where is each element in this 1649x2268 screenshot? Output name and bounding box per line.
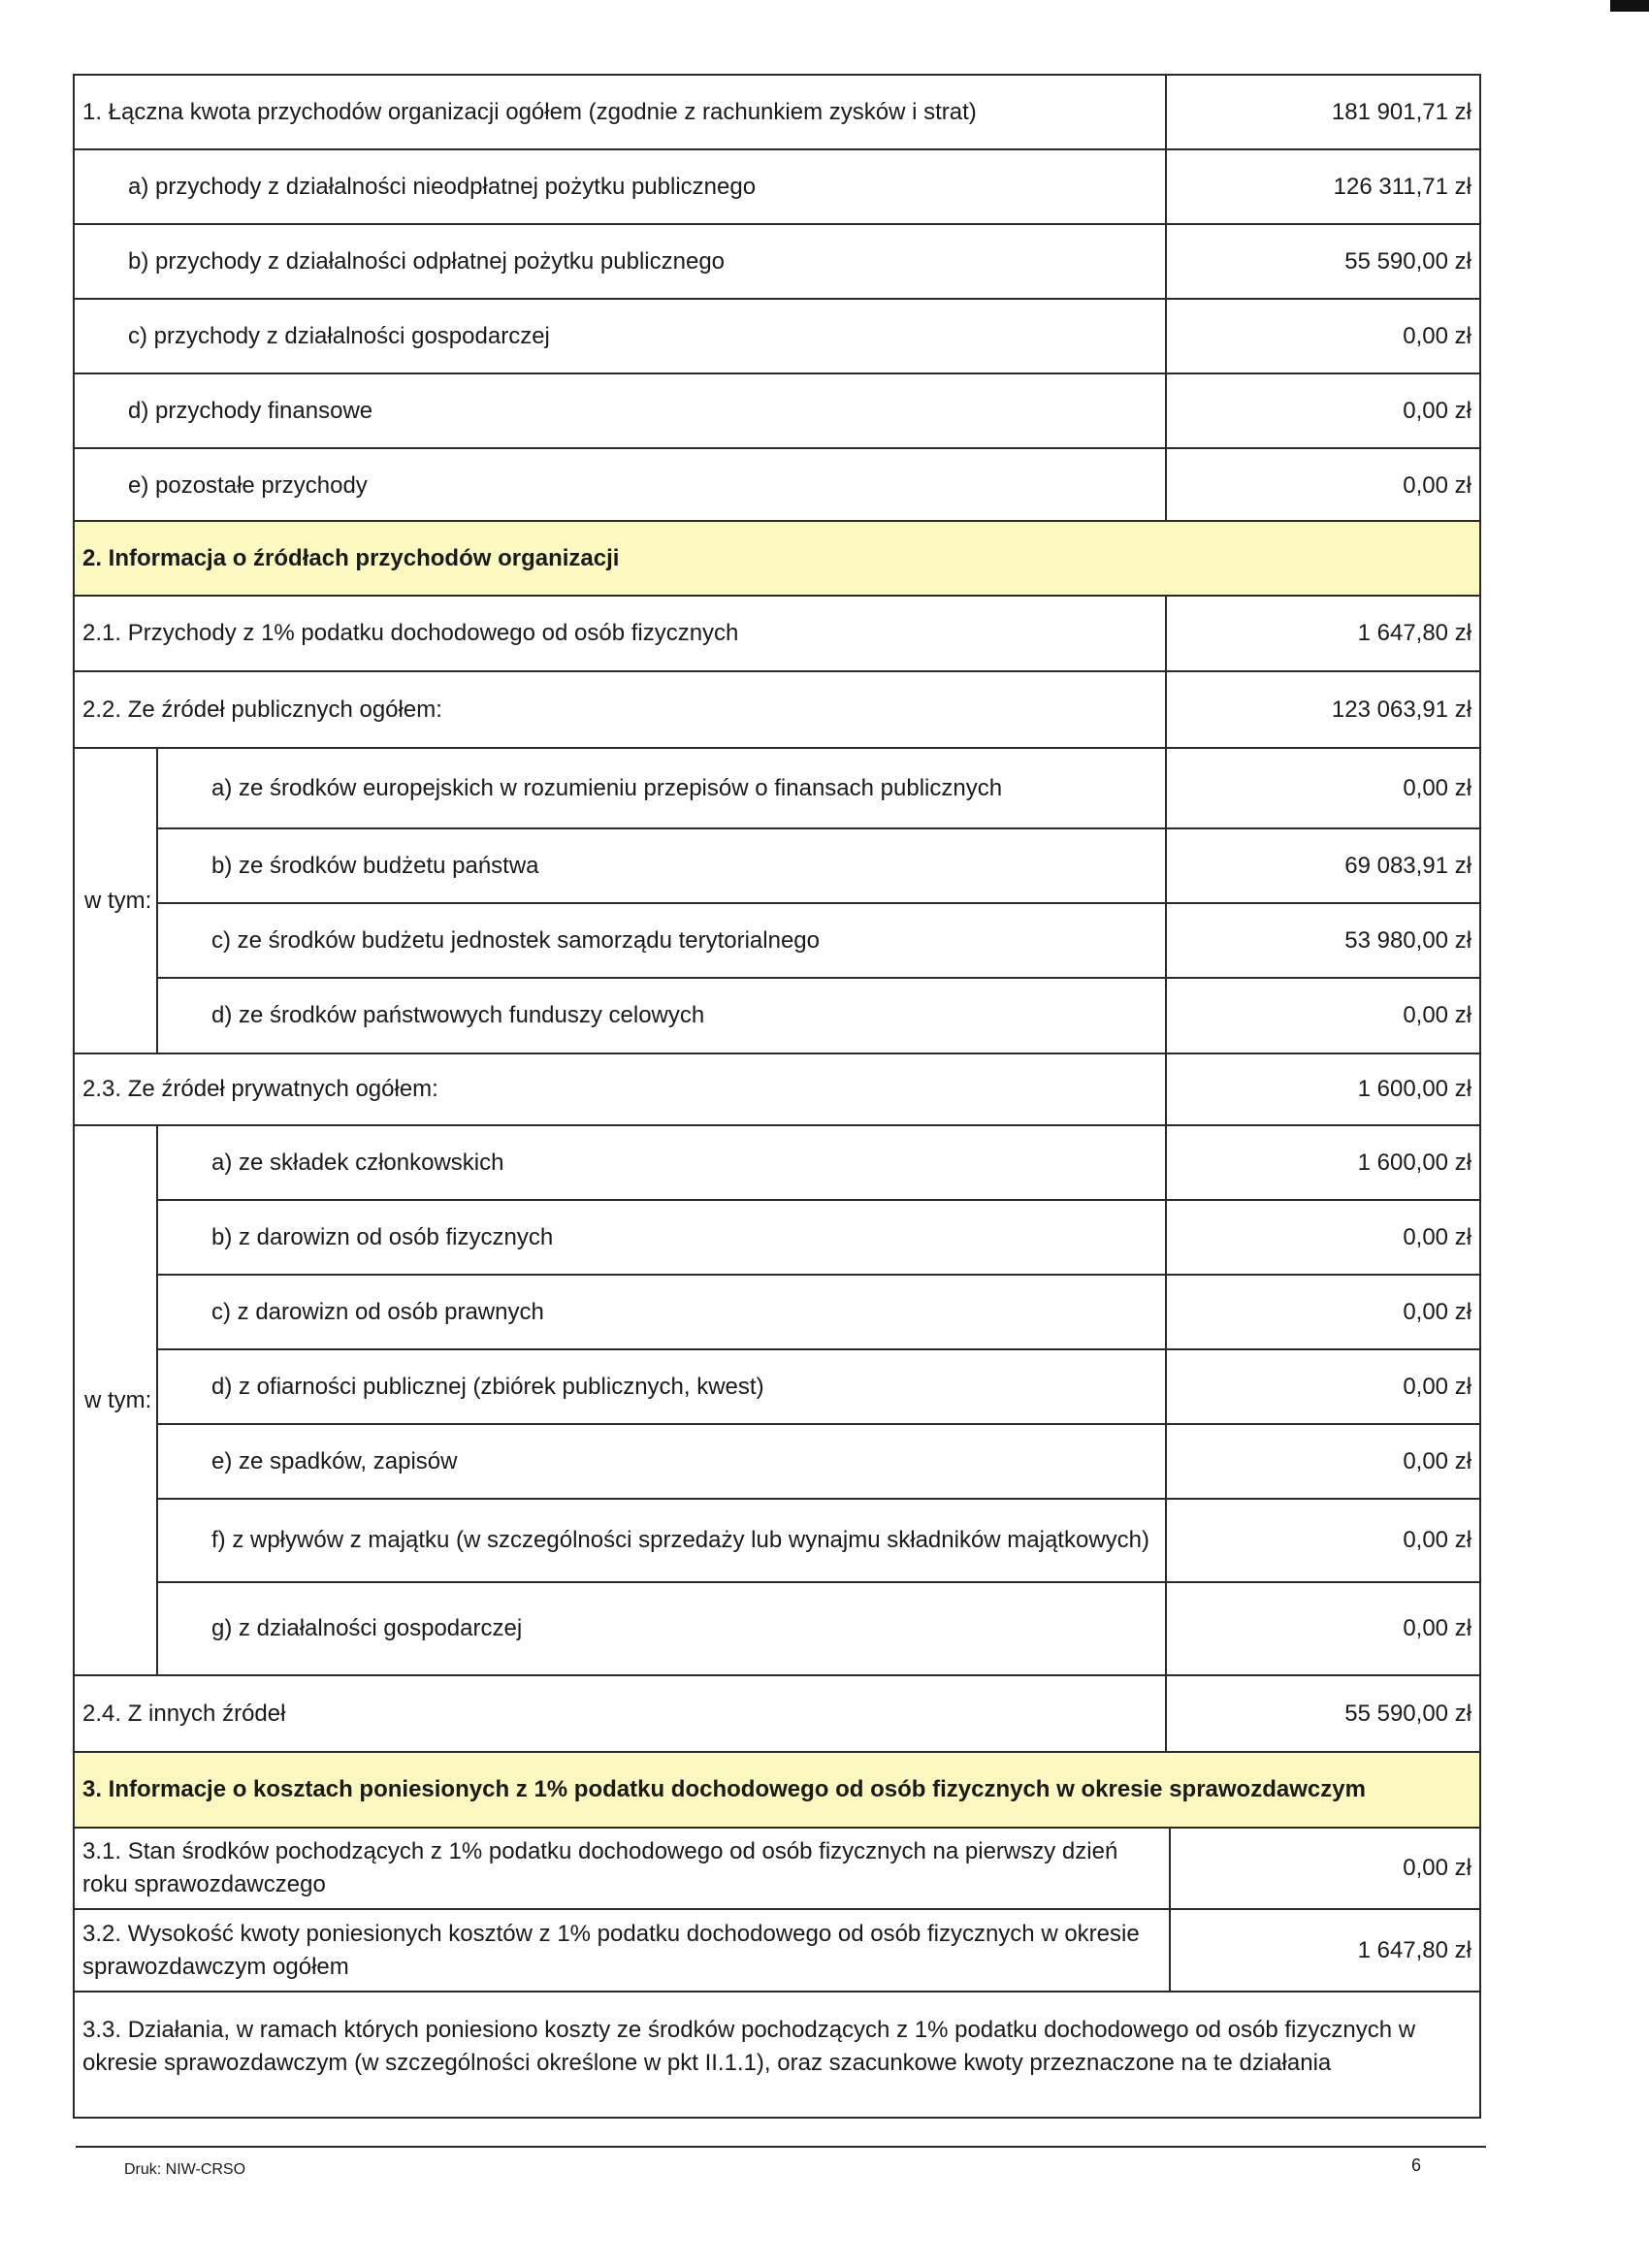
public-item-value: 69 083,91 zł (1166, 828, 1480, 903)
table-row (74, 671, 1480, 748)
revenue-item-label: a) przychody z działalności nieodpłatnej pożytku publicznego (74, 149, 1166, 224)
row-2-2-label: 2.2. Ze źródeł publicznych ogółem: (74, 671, 1166, 748)
table-row (74, 1125, 1480, 1200)
table-row (74, 1499, 1480, 1582)
table-row (74, 373, 1480, 448)
revenue-total-value: 181 901,71 zł (1166, 75, 1480, 149)
table-row (74, 224, 1480, 299)
revenue-total-table (73, 74, 1481, 524)
private-item-label: d) z ofiarności publicznej (zbiórek publicznych, kwest) (157, 1349, 1166, 1424)
section-header-row (74, 1752, 1480, 1828)
private-item-value: 0,00 zł (1166, 1424, 1480, 1499)
row-2-4-label: 2.4. Z innych źródeł (74, 1675, 1166, 1752)
private-item-value: 0,00 zł (1166, 1499, 1480, 1582)
table-row (74, 828, 1480, 903)
row-2-4-value: 55 590,00 zł (1166, 1675, 1480, 1752)
public-item-value: 53 980,00 zł (1166, 903, 1480, 978)
table-row (74, 1828, 1480, 1909)
table-row (74, 596, 1480, 671)
row-2-2-value: 123 063,91 zł (1166, 671, 1480, 748)
public-item-value: 0,00 zł (1166, 748, 1480, 828)
page-number: 6 (1411, 2155, 1422, 2175)
private-item-label: b) z darowizn od osób fizycznych (157, 1200, 1166, 1275)
revenue-item-value: 0,00 zł (1166, 373, 1480, 448)
table-row (74, 978, 1480, 1053)
table-row (74, 1992, 1480, 2118)
private-item-label: c) z darowizn od osób prawnych (157, 1275, 1166, 1349)
row-3-2-label: 3.2. Wysokość kwoty poniesionych kosztów z 1% podatku dochodowego od osób fizycznych w okresie sprawozdawczym ogółem (74, 1909, 1170, 1992)
public-item-label: a) ze środków europejskich w rozumieniu przepisów o finansach publicznych (157, 748, 1166, 828)
row-3-1-label: 3.1. Stan środków pochodzących z 1% podatku dochodowego od osób fizycznych na pierwszy dzień roku sprawozdawczego (74, 1828, 1170, 1909)
table-row (74, 1053, 1480, 1125)
revenue-item-value: 126 311,71 zł (1166, 149, 1480, 224)
section3-title: 3. Informacje o kosztach poniesionych z 1% podatku dochodowego od osób fizycznych w okresie sprawozdawczym (74, 1752, 1480, 1828)
revenue-total-row (74, 75, 1480, 149)
row-2-1-label: 2.1. Przychody z 1% podatku dochodowego od osób fizycznych (74, 596, 1166, 671)
row-2-3-label: 2.3. Ze źródeł prywatnych ogółem: (74, 1053, 1166, 1125)
one-percent-costs-table (73, 1751, 1481, 2119)
public-item-label: c) ze środków budżetu jednostek samorządu terytorialnego (157, 903, 1166, 978)
row-2-3-value: 1 600,00 zł (1166, 1053, 1480, 1125)
scan-corner-mark (1610, 0, 1649, 12)
revenue-item-label: c) przychody z działalności gospodarczej (74, 299, 1166, 373)
table-row (74, 1424, 1480, 1499)
public-item-value: 0,00 zł (1166, 978, 1480, 1053)
table-row (74, 149, 1480, 224)
table-row (74, 748, 1480, 828)
footer-print-label: Druk: NIW-CRSO (124, 2161, 246, 2178)
row-3-2-value: 1 647,80 zł (1170, 1909, 1480, 1992)
section-header-row (74, 521, 1480, 596)
table-row (74, 1200, 1480, 1275)
public-item-label: b) ze środków budżetu państwa (157, 828, 1166, 903)
table-row (74, 1275, 1480, 1349)
row-3-1-value: 0,00 zł (1170, 1828, 1480, 1909)
table-row (74, 903, 1480, 978)
private-wtym-label: w tym: (74, 1125, 157, 1675)
private-item-value: 0,00 zł (1166, 1582, 1480, 1675)
public-item-label: d) ze środków państwowych funduszy celowych (157, 978, 1166, 1053)
revenue-item-value: 0,00 zł (1166, 299, 1480, 373)
public-wtym-label: w tym: (74, 748, 157, 1053)
revenue-item-label: e) pozostałe przychody (74, 448, 1166, 523)
table-row (74, 1582, 1480, 1675)
private-item-label: e) ze spadków, zapisów (157, 1424, 1166, 1499)
private-item-label: g) z działalności gospodarczej (157, 1582, 1166, 1675)
row-2-1-value: 1 647,80 zł (1166, 596, 1480, 671)
private-item-value: 1 600,00 zł (1166, 1125, 1480, 1200)
private-item-label: a) ze składek członkowskich (157, 1125, 1166, 1200)
private-item-value: 0,00 zł (1166, 1275, 1480, 1349)
private-item-value: 0,00 zł (1166, 1200, 1480, 1275)
footer-divider (76, 2146, 1486, 2148)
table-row (74, 1675, 1480, 1752)
table-row (74, 1349, 1480, 1424)
section2-title: 2. Informacja o źródłach przychodów organizacji (74, 521, 1480, 596)
revenue-item-label: b) przychody z działalności odpłatnej pożytku publicznego (74, 224, 1166, 299)
table-row (74, 299, 1480, 373)
table-row (74, 1909, 1480, 1992)
private-item-value: 0,00 zł (1166, 1349, 1480, 1424)
table-row (74, 448, 1480, 523)
row-3-3-label: 3.3. Działania, w ramach których poniesiono koszty ze środków pochodzących z 1% podatku dochodowego od osób fizycznych w okresie sprawozdawczym (w szczególności określone w pkt II.1.1), oraz szacunkowe kwoty przeznaczone na te działania (74, 1992, 1480, 2118)
revenue-item-value: 0,00 zł (1166, 448, 1480, 523)
revenue-item-label: d) przychody finansowe (74, 373, 1166, 448)
private-item-label: f) z wpływów z majątku (w szczególności sprzedaży lub wynajmu składników majątkowych) (157, 1499, 1166, 1582)
revenue-sources-table (73, 520, 1481, 1753)
revenue-item-value: 55 590,00 zł (1166, 224, 1480, 299)
revenue-total-label: 1. Łączna kwota przychodów organizacji ogółem (zgodnie z rachunkiem zysków i strat) (74, 75, 1166, 149)
